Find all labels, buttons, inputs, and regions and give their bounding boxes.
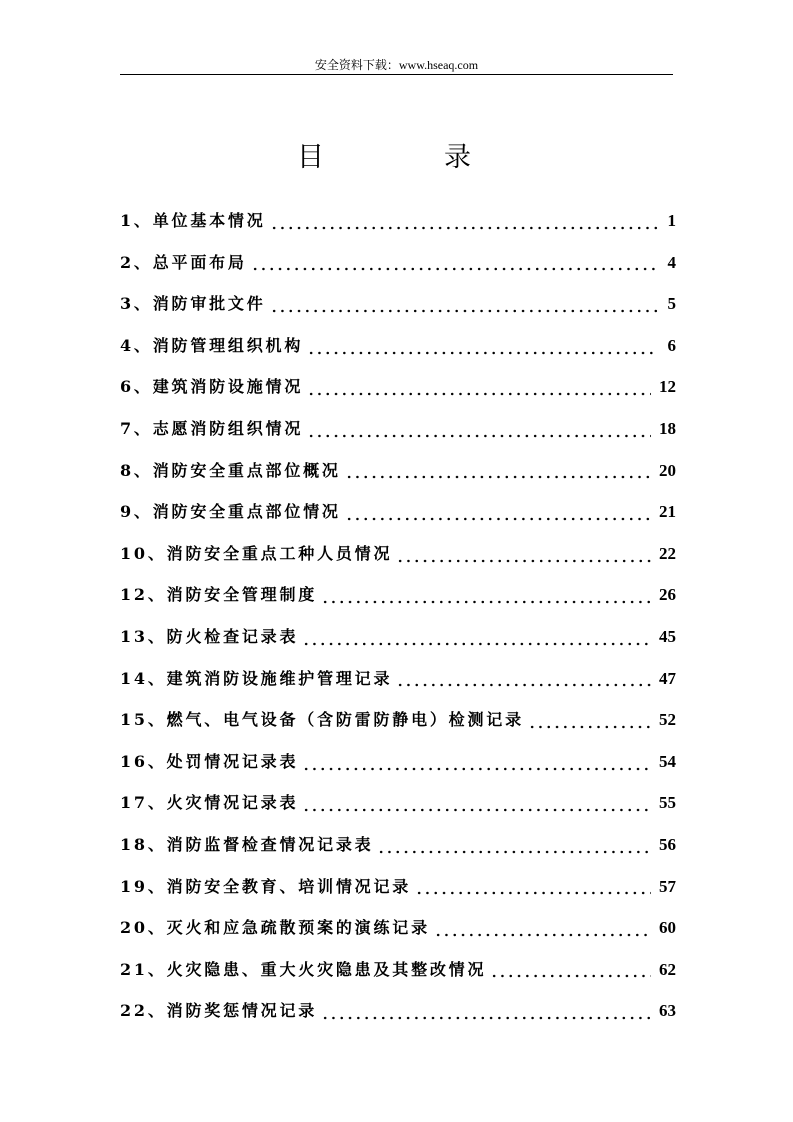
toc-entry-page-number: 20	[659, 460, 676, 480]
toc-entry	[120, 366, 676, 408]
toc-entry-page-number: 12	[659, 377, 676, 397]
toc-entry	[120, 450, 676, 492]
toc-dot-leader	[307, 392, 651, 396]
toc-entry-label: 7、志愿消防组织情况	[120, 418, 304, 438]
toc-entry-label: 9、消防安全重点部位情况	[120, 502, 341, 522]
toc-dot-leader	[321, 600, 651, 604]
toc-entry-page-number: 56	[659, 834, 676, 854]
toc-entry	[120, 616, 676, 658]
toc-entry-label: 18、消防监督检查情况记录表	[120, 834, 374, 854]
toc-title-second-char: 录	[444, 142, 471, 173]
toc-title-first-char: 目	[297, 142, 324, 173]
toc-entry-label: 16、处罚情况记录表	[120, 751, 299, 771]
toc-entry-label: 14、建筑消防设施维护管理记录	[120, 668, 393, 688]
toc-dot-leader	[270, 309, 658, 313]
toc-entry-label: 4、消防管理组织机构	[120, 335, 304, 355]
toc-entry-label: 3、消防审批文件	[120, 294, 266, 314]
toc-entry	[120, 574, 676, 616]
toc-dot-leader	[396, 559, 651, 563]
toc-entry	[120, 325, 676, 367]
toc-entry-label: 17、火灾情况记录表	[120, 793, 299, 813]
toc-dot-leader	[302, 642, 651, 646]
toc-entry	[120, 200, 676, 242]
toc-dot-leader	[251, 267, 658, 271]
toc-dot-leader	[307, 351, 658, 355]
toc-entry-page-number: 1	[667, 211, 676, 230]
toc-dot-leader	[490, 974, 651, 978]
page-header: 安全资料下载：www.hseaq.com	[314, 58, 479, 72]
toc-dot-leader	[434, 933, 651, 937]
toc-entry-label: 21、火灾隐患、重大火灾隐患及其整改情况	[120, 959, 487, 979]
toc-entry-page-number: 54	[659, 751, 676, 771]
toc-entry	[120, 949, 676, 991]
toc-entry-page-number: 26	[659, 585, 676, 605]
toc-entry-page-number: 62	[659, 959, 676, 979]
toc-dot-leader	[345, 475, 651, 479]
toc-entry	[120, 242, 676, 284]
toc-entry-label: 19、消防安全教育、培训情况记录	[120, 876, 412, 896]
toc-entry-page-number: 63	[659, 1001, 676, 1021]
toc-dot-leader	[302, 767, 651, 771]
toc-entry	[120, 741, 676, 783]
toc-entry	[120, 699, 676, 741]
toc-dot-leader	[415, 891, 651, 895]
toc-entry-label: 8、消防安全重点部位概况	[120, 460, 341, 480]
toc-entry	[120, 533, 676, 575]
toc-entry-page-number: 60	[659, 918, 676, 938]
toc-entry-label: 15、燃气、电气设备（含防雷防静电）检测记录	[120, 710, 524, 730]
toc-entry	[120, 907, 676, 949]
toc-dot-leader	[345, 517, 651, 521]
toc-entry-page-number: 47	[659, 668, 676, 688]
toc-entry	[120, 658, 676, 700]
toc-entry-label: 1、单位基本情况	[120, 211, 266, 230]
toc-entry	[120, 990, 676, 1032]
toc-entry-page-number: 18	[659, 418, 676, 438]
toc-dot-leader	[396, 683, 651, 687]
toc-entry-label: 22、消防奖惩情况记录	[120, 1001, 318, 1021]
header-rule	[120, 74, 673, 75]
toc-entry-page-number: 52	[659, 710, 676, 730]
toc-entry-page-number: 57	[659, 876, 676, 896]
toc-entry	[120, 283, 676, 325]
toc-dot-leader	[307, 434, 651, 438]
toc-entry	[120, 782, 676, 824]
toc-entry-label: 10、消防安全重点工种人员情况	[120, 543, 393, 563]
toc-dot-leader	[377, 850, 651, 854]
toc-entry-page-number: 4	[667, 252, 676, 272]
toc-dot-leader	[321, 1016, 651, 1020]
toc-entry-page-number: 21	[659, 502, 676, 522]
toc-entry-label: 6、建筑消防设施情况	[120, 377, 304, 397]
toc-entry	[120, 866, 676, 908]
toc-entry-label: 12、消防安全管理制度	[120, 585, 318, 605]
toc-entry-page-number: 5	[667, 294, 676, 314]
toc-entry	[120, 491, 676, 533]
table-of-contents	[120, 200, 676, 1032]
toc-dot-leader	[528, 725, 651, 729]
toc-entry-label: 20、灭火和应急疏散预案的演练记录	[120, 918, 430, 938]
toc-entry-page-number: 22	[659, 543, 676, 563]
toc-entry-page-number: 6	[667, 335, 676, 355]
toc-entry	[120, 408, 676, 450]
toc-entry-page-number: 45	[659, 626, 676, 646]
toc-entry-page-number: 55	[659, 793, 676, 813]
toc-entry-label: 2、总平面布局	[120, 252, 247, 272]
toc-entry-label: 13、防火检查记录表	[120, 626, 299, 646]
toc-dot-leader	[270, 226, 658, 230]
toc-entry	[120, 824, 676, 866]
toc-dot-leader	[302, 808, 651, 812]
